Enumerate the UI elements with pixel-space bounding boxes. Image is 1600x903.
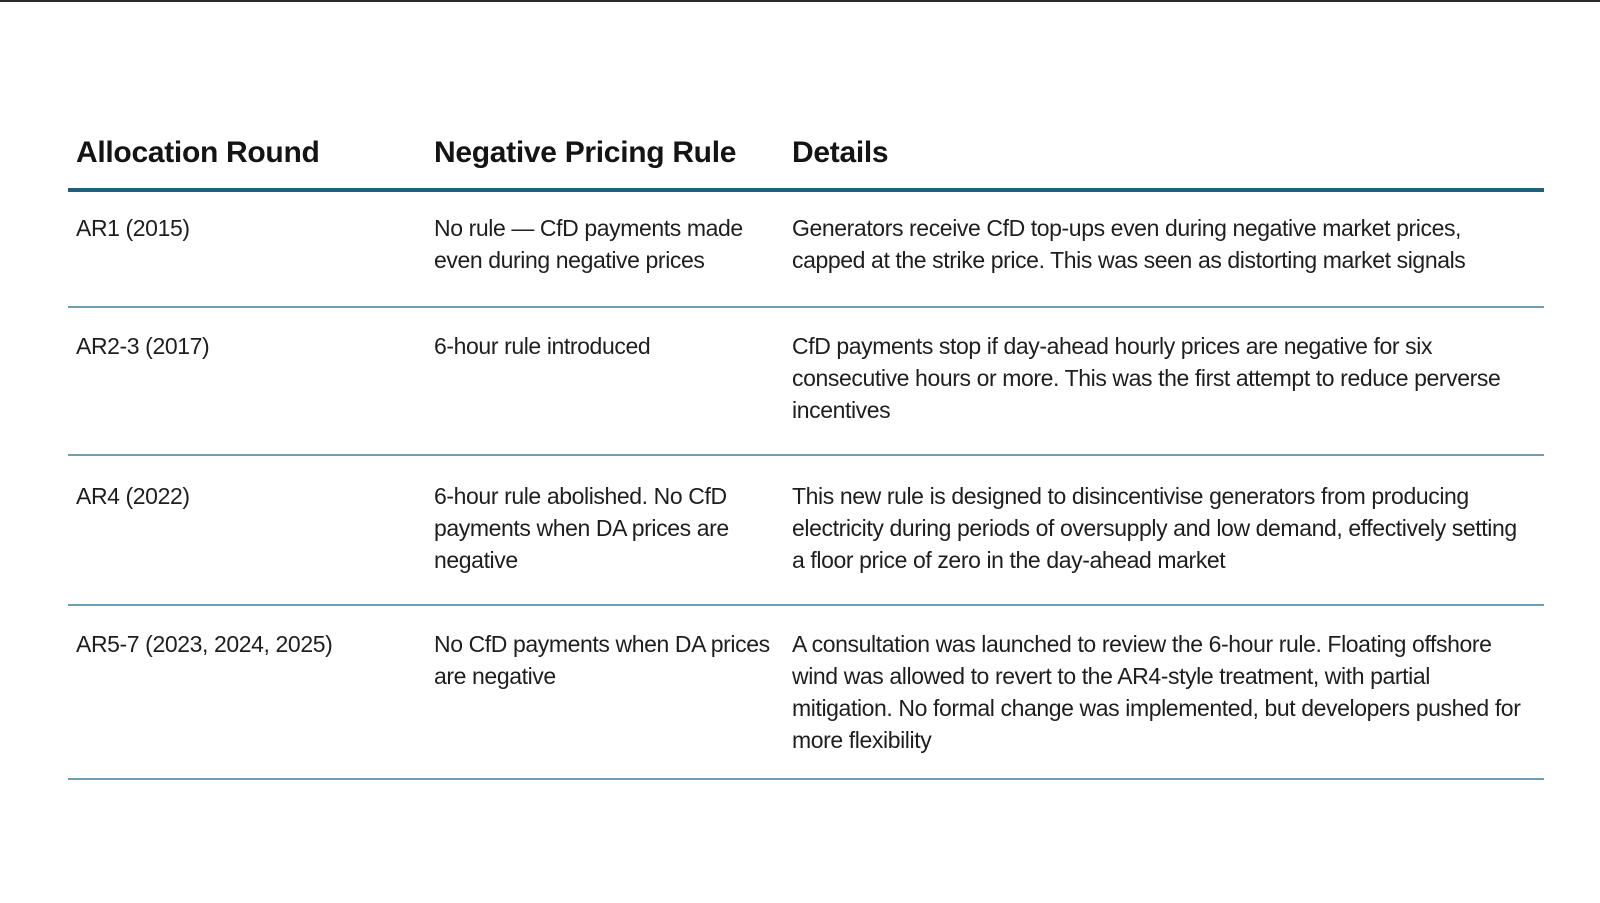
details-cell: Generators receive CfD top-ups even during negative market prices, capped at the strike price. This was seen as distorting market signals (792, 215, 1466, 273)
allocation-round-cell: AR2-3 (2017) (76, 333, 210, 359)
negative-pricing-rule-cell: 6-hour rule abolished. No CfD payments when DA prices are negative (434, 483, 729, 573)
header-allocation-round: Allocation Round (76, 136, 320, 169)
negative-pricing-rule-cell: 6-hour rule introduced (434, 333, 651, 359)
allocation-round-cell: AR5-7 (2023, 2024, 2025) (76, 631, 333, 657)
table-row (68, 308, 1544, 456)
table-row (68, 192, 1544, 308)
header-negative-pricing-rule: Negative Pricing Rule (434, 136, 737, 169)
table-header-row (68, 130, 1544, 192)
negative-pricing-rule-cell: No rule — CfD payments made even during negative prices (434, 215, 743, 273)
top-border (0, 0, 1600, 2)
details-cell: CfD payments stop if day-ahead hourly prices are negative for six consecutive hours or more. This was the first attempt to reduce perverse incentives (792, 333, 1501, 423)
allocation-round-cell: AR1 (2015) (76, 215, 190, 241)
negative-pricing-rule-cell: No CfD payments when DA prices are negative (434, 631, 770, 689)
allocation-round-cell: AR4 (2022) (76, 483, 190, 509)
table-row (68, 456, 1544, 606)
details-cell: This new rule is designed to disincentivise generators from producing electricity during periods of oversupply and low demand, effectively setting a floor price of zero in the day-ahead market (792, 483, 1517, 573)
details-cell: A consultation was launched to review the 6-hour rule. Floating offshore wind was allowed to revert to the AR4-style treatment, with partial mitigation. No formal change was implemented, but developers pushed for more flexibility (792, 631, 1521, 753)
header-details: Details (792, 136, 889, 169)
table-row (68, 606, 1544, 780)
negative-pricing-table (68, 130, 1544, 780)
